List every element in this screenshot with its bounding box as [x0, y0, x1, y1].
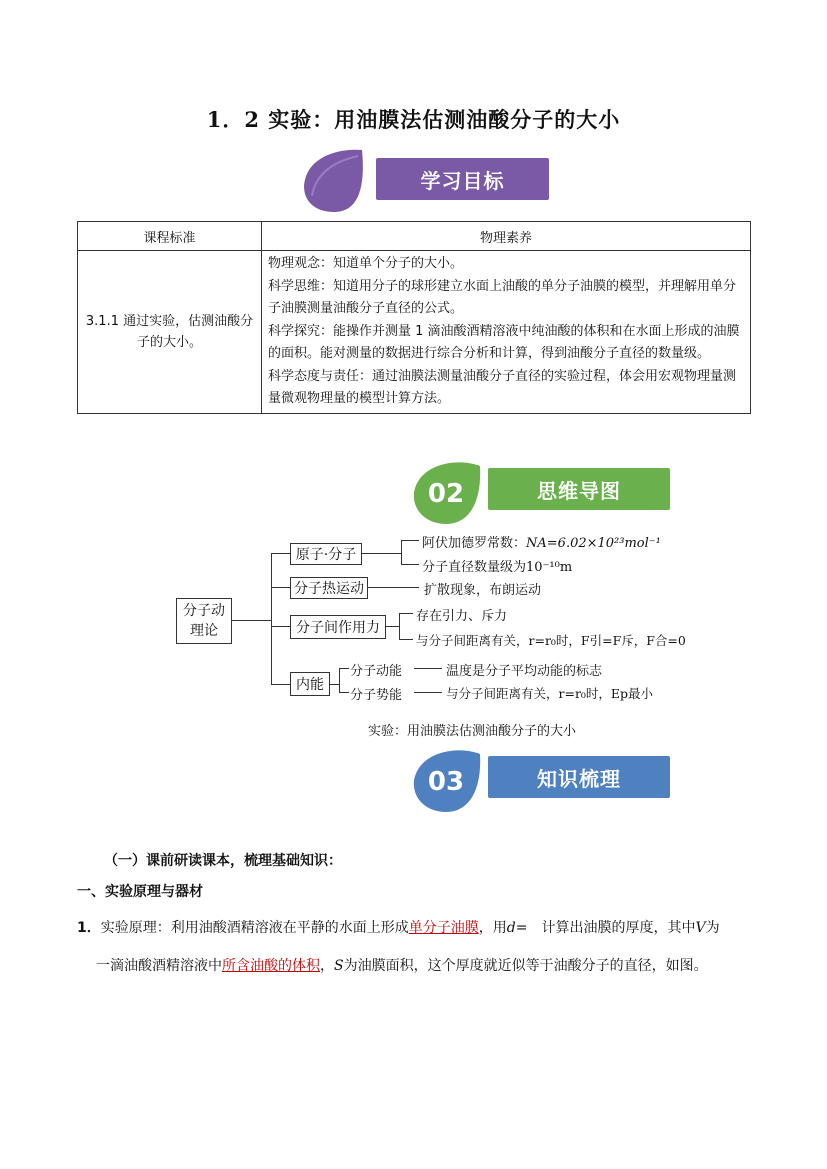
b3-fork: [399, 613, 400, 639]
mindmap-temperature-sign: 温度是分子平均动能的标志: [446, 664, 603, 679]
mindmap-attraction-repulsion: 存在引力、斥力: [416, 609, 508, 624]
mindmap-diffusion: 扩散现象，布朗运动: [424, 583, 542, 598]
branch-line-2: [271, 587, 290, 588]
b3-arrow-2: [399, 639, 413, 640]
mindmap-root: [176, 598, 232, 644]
principle-line-2: [96, 955, 708, 975]
mindmap-kinetic-energy: 分子动能: [350, 664, 403, 679]
principle-text-b: ，用: [478, 920, 507, 936]
literacy-concept: 物理观念：知道单个分子的大小。: [268, 256, 464, 271]
b4-connector: [329, 684, 339, 685]
mindmap-root-line1: 分子动: [183, 603, 225, 619]
knowledge-banner-label: 知识梳理: [488, 756, 670, 798]
kinetic-dash: [414, 668, 442, 669]
mindmap-root-line2: 理论: [190, 623, 218, 639]
b4-arrow-1: [339, 668, 349, 669]
var-d: d: [506, 920, 516, 936]
trunk-horizontal: [231, 620, 271, 621]
mindmap-potential-energy: 分子势能: [350, 688, 403, 703]
b2-arrow: [367, 587, 419, 588]
course-standard-cell: 3.1.1 通过实验，估测油酸分子的大小。: [78, 251, 262, 414]
trunk-vertical: [271, 553, 272, 684]
page-title: 1．2 实验：用油膜法估测油酸分子的大小: [206, 107, 621, 132]
table-header-standard: 课程标准: [78, 222, 262, 251]
var-v: V: [695, 920, 706, 936]
mindmap-banner-label: 思维导图: [488, 468, 670, 510]
mindmap-caption: 实验：用油膜法估测油酸分子的大小: [368, 724, 577, 739]
mindmap-force-distance: 与分子间距离有关，r=r₀时，F引=F斥，F合=0: [416, 633, 686, 648]
knowledge-banner-number: 03: [427, 767, 465, 797]
b1-fork: [401, 540, 402, 564]
mindmap-banner-number: 02: [427, 479, 465, 509]
branch-line-3: [271, 626, 290, 627]
avogadro-label: 阿伏加德罗常数：: [422, 536, 527, 551]
item-number: 1．: [77, 920, 101, 936]
mindmap-diameter-order: 分子直径数量级为10⁻¹⁰m: [422, 560, 573, 575]
potential-dash: [414, 692, 442, 693]
goals-banner-label: 学习目标: [376, 158, 549, 200]
mindmap-branch-intermolecular-force: 分子间作用力: [290, 615, 386, 639]
avogadro-formula: NA=6.02×10²³mol⁻¹: [526, 536, 661, 551]
principle-text-g: 为油膜面积，这个厚度就近似等于油酸分子的直径，如图。: [343, 958, 708, 974]
principle-text-d: 为: [705, 920, 720, 936]
table-header-literacy: 物理素养: [262, 222, 751, 251]
mindmap-branch-atom-molecule: 原子·分子: [290, 543, 362, 565]
principle-text-e: 一滴油酸酒精溶液中: [96, 958, 222, 974]
mindmap-branch-internal-energy: 内能: [290, 672, 330, 696]
knowledge-subheading: 一、实验原理与器材: [77, 884, 203, 900]
principle-text-a: 实验原理：利用油酸酒精溶液在平静的水面上形成: [100, 920, 409, 936]
b4-arrow-2: [339, 692, 349, 693]
b4-fork: [339, 668, 340, 692]
b1-arrow-2: [401, 564, 419, 565]
b1-arrow-1: [401, 540, 419, 541]
principle-line-1: [77, 917, 720, 937]
literacy-inquiry: 科学探究：能操作并测量 1 滴油酸酒精溶液中纯油酸的体积和在水面上形成的油膜的面积。能对测量的数据进行综合分析和计算，得到油酸分子直径的数量级。: [268, 323, 740, 361]
mindmap-branch-thermal-motion: 分子热运动: [290, 577, 368, 599]
mindmap-potential-distance: 与分子间距离有关，r=r₀时，Ep最小: [446, 686, 654, 701]
b3-connector: [385, 626, 399, 627]
var-s: S: [334, 958, 344, 974]
knowledge-heading: （一）课前研读课本，梳理基础知识：: [104, 853, 342, 869]
oleic-volume-highlight: 所含油酸的体积: [222, 958, 320, 974]
branch-line-1: [271, 553, 290, 554]
b3-arrow-1: [399, 613, 413, 614]
mindmap-avogadro: [422, 532, 661, 551]
principle-text-f: ，: [320, 958, 334, 974]
b1-connector: [361, 553, 401, 554]
literacy-thinking: 科学思维：知道用分子的球形建立水面上油酸的单分子油膜的模型，并理解用单分子油膜测量油酸分子直径的公式。: [268, 278, 737, 316]
principle-text-c: = 计算出油膜的厚度，其中: [515, 920, 696, 936]
branch-line-4: [271, 684, 290, 685]
monolayer-film-highlight: 单分子油膜: [408, 920, 479, 936]
literacy-attitude: 科学态度与责任：通过油膜法测量油酸分子直径的实验过程，体会用宏观物理量测量微观物理量的模型计算方法。: [268, 368, 737, 406]
knowledge-banner: [410, 748, 672, 814]
